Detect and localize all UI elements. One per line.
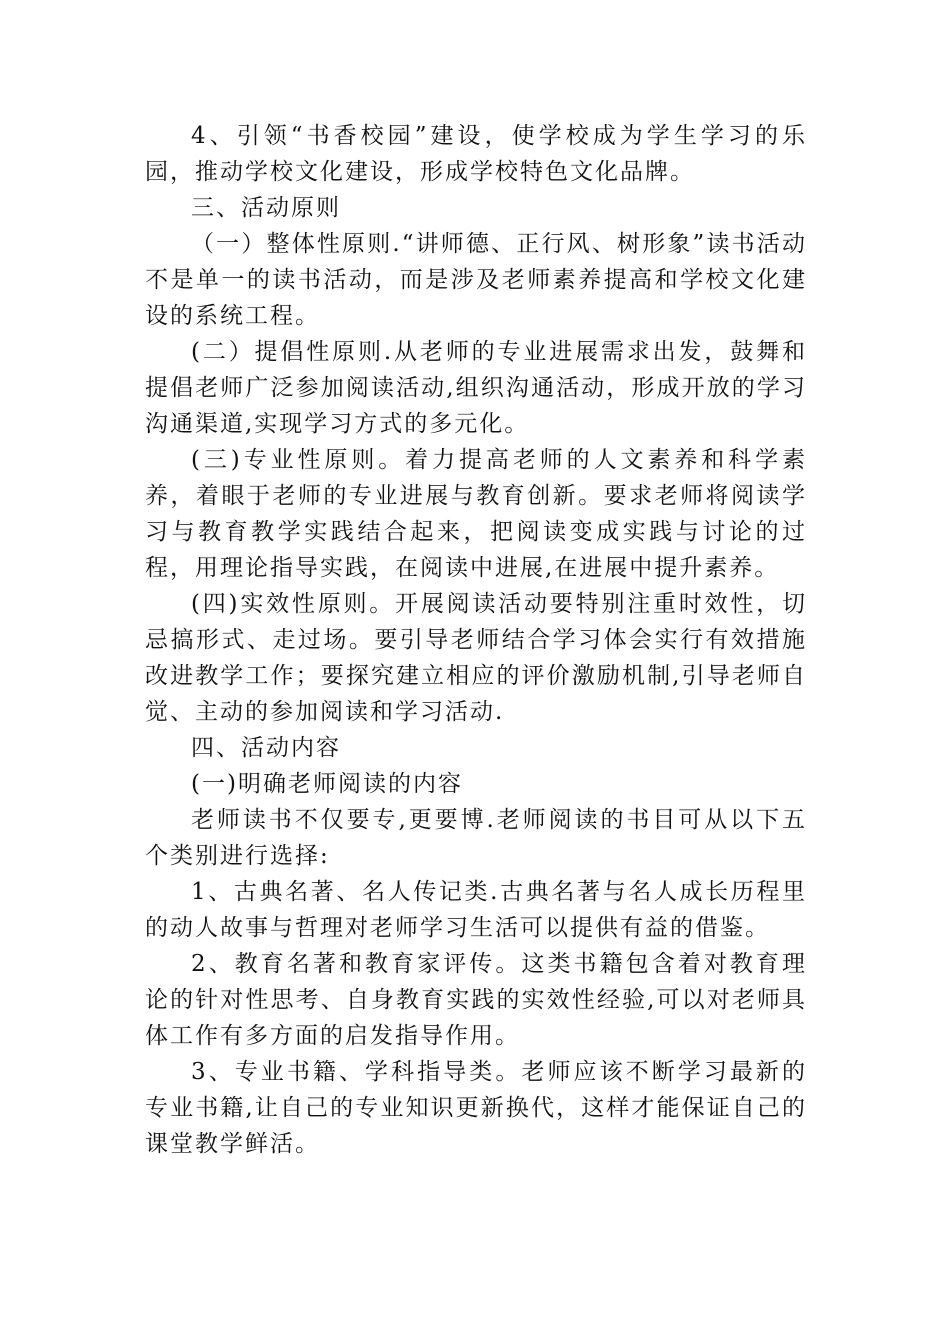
heading-activity-principles: 三、活动原则 (191, 195, 341, 221)
paragraph-category-3: 3、专业书籍、学科指导类。老师应该不断学习最新的专业书籍,让自己的专业知识更新换代，这样才能保证自己的课堂教学鲜活。 (145, 1059, 807, 1157)
paragraph-category-2: 2、教育名著和教育家评传。这类书籍包含着对教育理论的针对性思考、自身教育实践的实效性经验,可以对老师具体工作有多方面的启发指导作用。 (145, 951, 807, 1049)
paragraph-principle-1: （一）整体性原则.“讲师德、正行风、树形象”读书活动不是单一的读书活动，而是涉及老师素养提高和学校文化建设的系统工程。 (145, 231, 807, 329)
paragraph-principle-3: (三)专业性原则。着力提高老师的人文素养和科学素养，着眼于老师的专业进展与教育创新。要求老师将阅读学习与教育教学实践结合起来，把阅读变成实践与讨论的过程，用理论指导实践，在阅读中进展,在进展中提升素养。 (145, 447, 807, 581)
paragraph-reading-intro: 老师读书不仅要专,更要博.老师阅读的书目可从以下五个类别进行选择: (145, 807, 807, 869)
document-body (145, 118, 807, 1162)
subheading-reading-content: (一)明确老师阅读的内容 (191, 771, 463, 797)
paragraph-goal-4: 4、引领“书香校园”建设，使学校成为学生学习的乐园，推动学校文化建设，形成学校特色文化品牌。 (145, 123, 807, 185)
paragraph-principle-4: (四)实效性原则。开展阅读活动要特别注重时效性，切忌搞形式、走过场。要引导老师结合学习体会实行有效措施改进教学工作；要探究建立相应的评价激励机制,引导老师自觉、主动的参加阅读和学习活动. (145, 591, 807, 725)
paragraph-category-1: 1、古典名著、名人传记类.古典名著与名人成长历程里的动人故事与哲理对老师学习生活可以提供有益的借鉴。 (145, 879, 807, 941)
heading-activity-content: 四、活动内容 (191, 735, 341, 761)
paragraph-principle-2: (二）提倡性原则.从老师的专业进展需求出发，鼓舞和提倡老师广泛参加阅读活动,组织沟通活动，形成开放的学习沟通渠道,实现学习方式的多元化。 (145, 339, 807, 437)
